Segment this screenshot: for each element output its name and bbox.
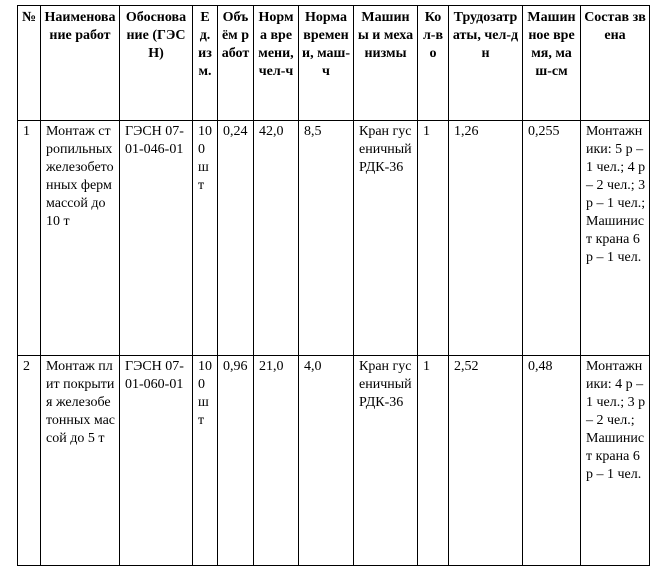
table-row [18, 356, 650, 566]
cell-unit: 100 шт [193, 121, 218, 356]
header-cell-name: Наименование работ [41, 6, 120, 121]
header-cell-norm-mach: Норма времени, маш-ч [299, 6, 354, 121]
cell-num: 1 [18, 121, 41, 356]
cell-norm-mach: 4,0 [299, 356, 354, 566]
cell-volume: 0,96 [218, 356, 254, 566]
cell-qty: 1 [418, 356, 449, 566]
cell-qty: 1 [418, 121, 449, 356]
cell-mach-time: 0,48 [523, 356, 581, 566]
cell-basis: ГЭСН 07-01-046-01 [120, 121, 193, 356]
header-row [18, 6, 650, 121]
cell-labor: 2,52 [449, 356, 523, 566]
header-cell-crew: Состав звена [581, 6, 650, 121]
cell-norm-man: 21,0 [254, 356, 299, 566]
table-row [18, 121, 650, 356]
header-cell-labor: Трудозатраты, чел-дн [449, 6, 523, 121]
cell-norm-man: 42,0 [254, 121, 299, 356]
cell-machine: Кран гусеничный РДК-36 [354, 121, 418, 356]
cell-crew: Монтажники: 5 р – 1 чел.; 4 р – 2 чел.; 3 р – 1 чел.; Машинист крана 6 р – 1 чел. [581, 121, 650, 356]
cell-name: Монтаж плит покрытия железобетонных массой до 5 т [41, 356, 120, 566]
cell-norm-mach: 8,5 [299, 121, 354, 356]
header-cell-qty: Кол-во [418, 6, 449, 121]
cell-mach-time: 0,255 [523, 121, 581, 356]
header-cell-unit: Ед. изм. [193, 6, 218, 121]
cell-unit: 100 шт [193, 356, 218, 566]
header-cell-volume: Объём работ [218, 6, 254, 121]
header-cell-norm-man: Норма времени, чел-ч [254, 6, 299, 121]
header-cell-num: № [18, 6, 41, 121]
cell-labor: 1,26 [449, 121, 523, 356]
cell-basis: ГЭСН 07-01-060-01 [120, 356, 193, 566]
header-cell-mach-time: Машинное время, маш-см [523, 6, 581, 121]
works-table [17, 5, 650, 566]
cell-machine: Кран гусеничный РДК-36 [354, 356, 418, 566]
cell-name: Монтаж стропильных железобетонных ферм массой до 10 т [41, 121, 120, 356]
header-cell-basis: Обоснование (ГЭСН) [120, 6, 193, 121]
header-cell-machine: Машины и механизмы [354, 6, 418, 121]
cell-volume: 0,24 [218, 121, 254, 356]
cell-crew: Монтажники: 4 р – 1 чел.; 3 р – 2 чел.; Машинист крана 6 р – 1 чел. [581, 356, 650, 566]
cell-num: 2 [18, 356, 41, 566]
